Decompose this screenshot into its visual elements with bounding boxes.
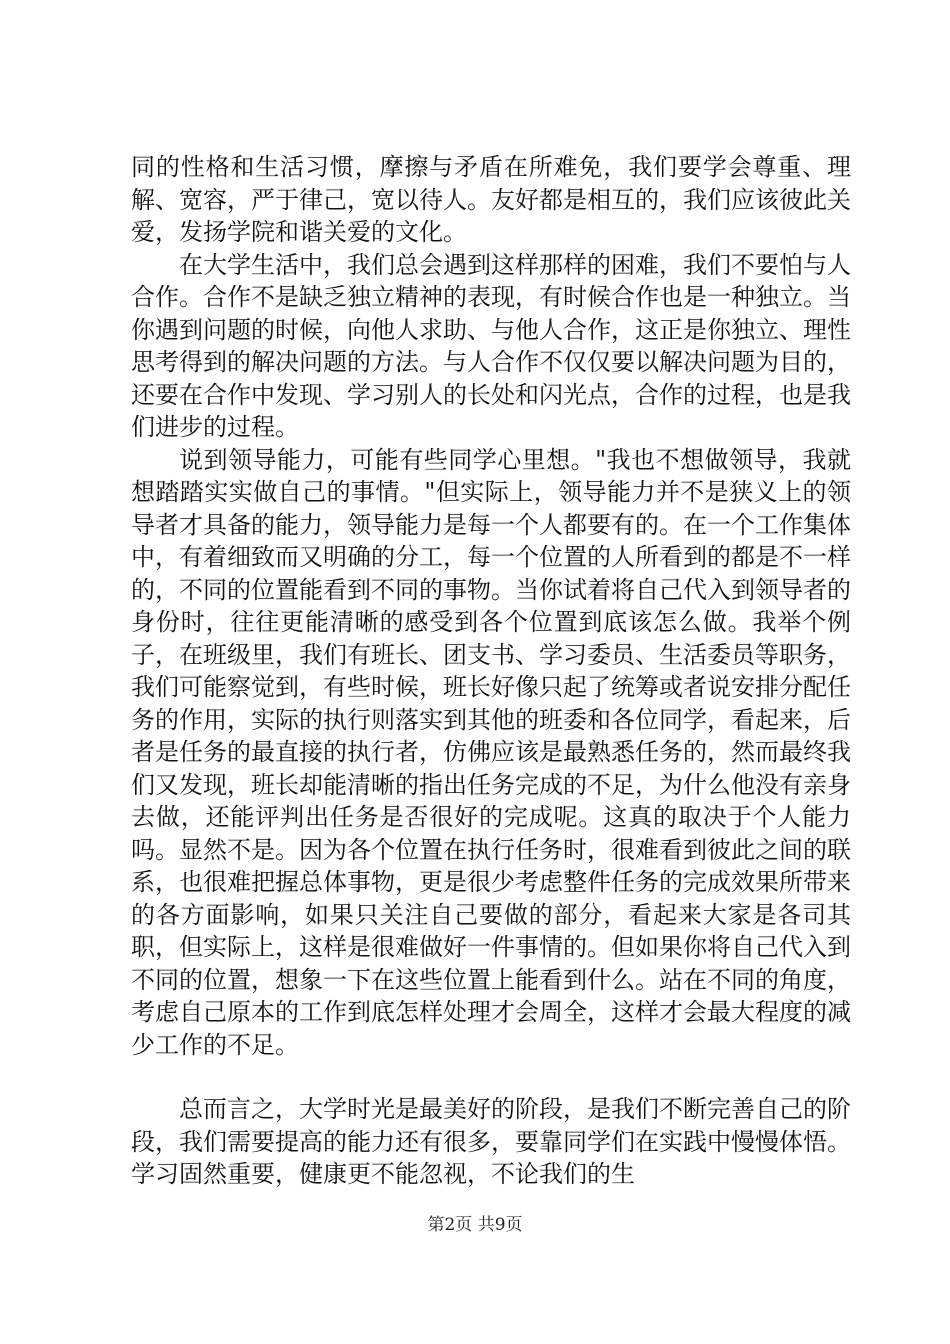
paragraph-2: 在大学生活中，我们总会遇到这样那样的困难，我们不要怕与人合作。合作不是缺乏独立精神的表现，有时候合作也是一种独立。当你遇到问题的时候，向他人求助、与他人合作，这正是你独立、理性思考得到的解决问题的方法。与人合作不仅仅要以解决问题为目的，还要在合作中发现、学习别人的长处和闪光点，合作的过程，也是我们进步的过程。	[131, 250, 851, 441]
paragraph-4: 总而言之，大学时光是最美好的阶段，是我们不断完善自己的阶段，我们需要提高的能力还有很多，要靠同学们在实践中慢慢体悟。学习固然重要，健康更不能忽视，不论我们的生	[131, 1095, 851, 1188]
page-number-footer: 第2页 共9页	[427, 1215, 523, 1235]
paragraph-1: 同的性格和生活习惯，摩擦与矛盾在所难免，我们要学会尊重、理解、宽容，严于律己，宽以待人。友好都是相互的，我们应该彼此关爱，发扬学院和谐关爱的文化。	[131, 153, 851, 246]
paragraph-3: 说到领导能力，可能有些同学心里想。"我也不想做领导，我就想踏踏实实做自己的事情。"但实际上，领导能力并不是狭义上的领导者才具备的能力，领导能力是每一个人都要有的。在一个工作集体中，有着细致而又明确的分工，每一个位置的人所看到的都是不一样的，不同的位置能看到不同的事物。当你试着将自己代入到领导者的身份时，往往更能清晰的感受到各个位置到底该怎么做。我举个例子，在班级里，我们有班长、团支书、学习委员、生活委员等职务，我们可能察觉到，有些时候，班长好像只起了统筹或者说安排分配任务的作用，实际的执行则落实到其他的班委和各位同学，看起来，后者是任务的最直接的执行者，仿佛应该是最熟悉任务的，然而最终我们又发现，班长却能清晰的指出任务完成的不足，为什么他没有亲身去做，还能评判出任务是否很好的完成呢。这真的取决于个人能力吗。显然不是。因为各个位置在执行任务时，很难看到彼此之间的联系，也很难把握总体事物，更是很少考虑整件任务的完成效果所带来的各方面影响，如果只关注自己要做的部分，看起来大家是各司其职，但实际上，这样是很难做好一件事情的。但如果你将自己代入到不同的位置，想象一下在这些位置上能看到什么。站在不同的角度，考虑自己原本的工作到底怎样处理才会周全，这样才会最大程度的减少工作的不足。	[131, 445, 851, 1059]
document-body	[131, 151, 851, 1191]
